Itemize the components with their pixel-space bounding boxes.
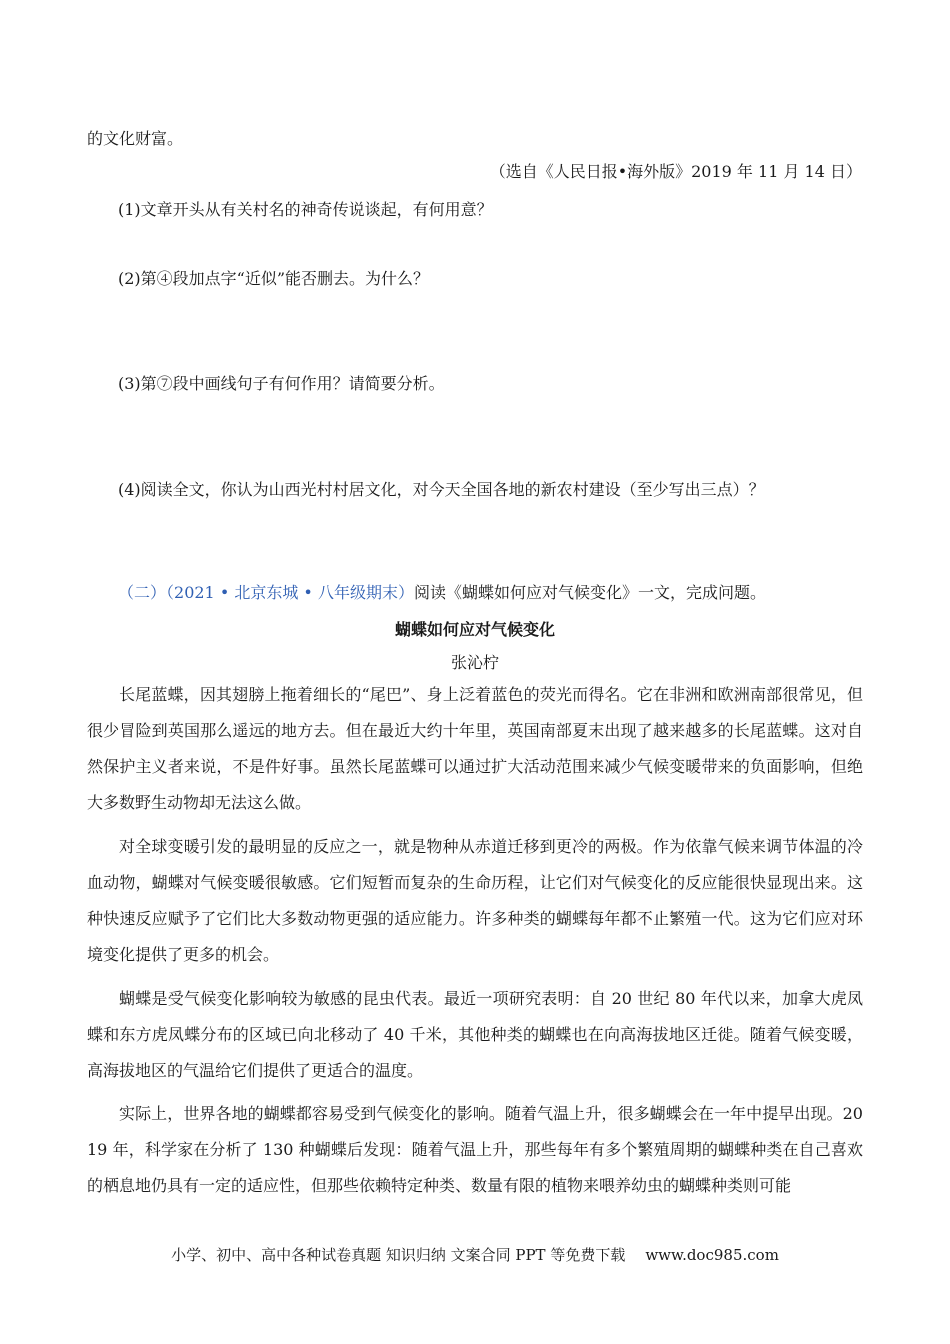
question-2: (2)第④段加点字“近似”能否删去。为什么？ xyxy=(118,269,430,288)
article-author: 张沁柠 xyxy=(450,653,499,672)
question-1: (1)文章开头从有关村名的神奇传说谈起，有何用意？ xyxy=(118,200,493,219)
section-instruction: 阅读《蝴蝶如何应对气候变化》一文，完成问题。 xyxy=(413,583,766,602)
source-citation: （选自《人民日报•海外版》2019 年 11 月 14 日） xyxy=(489,162,862,181)
article-paragraph-3: 蝴蝶是受气候变化影响较为敏感的昆虫代表。最近一项研究表明：自 20 世纪 80 年代以来，加拿大虎凤蝶和东方虎凤蝶分布的区域已向北移动了 40 千米，其他种类的蝴蝶也在向高海拔地区迁徙。随着气候变暖，高海拔地区的气温给它们提供了更适合的温度。 xyxy=(87,989,863,1080)
footer-website-link[interactable]: www.doc985.com xyxy=(645,1246,779,1264)
question-3: (3)第⑦段中画线句子有何作用？请简要分析。 xyxy=(118,374,445,393)
page-footer xyxy=(0,1245,950,1265)
section-heading xyxy=(118,582,766,604)
exam-source-tag[interactable]: （2021 • 北京东城 • 八年级期末） xyxy=(166,583,414,602)
question-4: (4)阅读全文，你认为山西光村村居文化，对今天全国各地的新农村建设（至少写出三点）？ xyxy=(118,480,765,499)
article-paragraph-2: 对全球变暖引发的最明显的反应之一，就是物种从赤道迁移到更冷的两极。作为依靠气候来调节体温的冷血动物，蝴蝶对气候变暖很敏感。它们短暂而复杂的生命历程，让它们对气候变化的反应能很快显现出来。这种快速反应赋予了它们比大多数动物更强的适应能力。许多种类的蝴蝶每年都不止繁殖一代。这为它们应对环境变化提供了更多的机会。 xyxy=(87,837,863,964)
article-paragraph-4: 实际上，世界各地的蝴蝶都容易受到气候变化的影响。随着气温上升，很多蝴蝶会在一年中提早出现。2019 年，科学家在分析了 130 种蝴蝶后发现：随着气温上升，那些每年有多个繁殖周期的蝴蝶种类在自己喜欢的栖息地仍具有一定的适应性，但那些依赖特定种类、数量有限的植物来喂养幼虫的蝴蝶种类则可能 xyxy=(87,1104,863,1195)
continuation-text: 的文化财富。 xyxy=(87,129,184,148)
article-title: 蝴蝶如何应对气候变化 xyxy=(394,620,555,639)
article-paragraph-1: 长尾蓝蝶，因其翅膀上拖着细长的“尾巴”、身上泛着蓝色的荧光而得名。它在非洲和欧洲南部很常见，但很少冒险到英国那么遥远的地方去。但在最近大约十年里，英国南部夏末出现了越来越多的长尾蓝蝶。这对自然保护主义者来说，不是件好事。虽然长尾蓝蝶可以通过扩大活动范围来减少气候变暖带来的负面影响，但绝大多数野生动物却无法这么做。 xyxy=(87,685,863,812)
section-number: （二） xyxy=(118,583,167,602)
footer-text: 小学、初中、高中各种试卷真题 知识归纳 文案合同 PPT 等免费下载 xyxy=(171,1246,626,1264)
